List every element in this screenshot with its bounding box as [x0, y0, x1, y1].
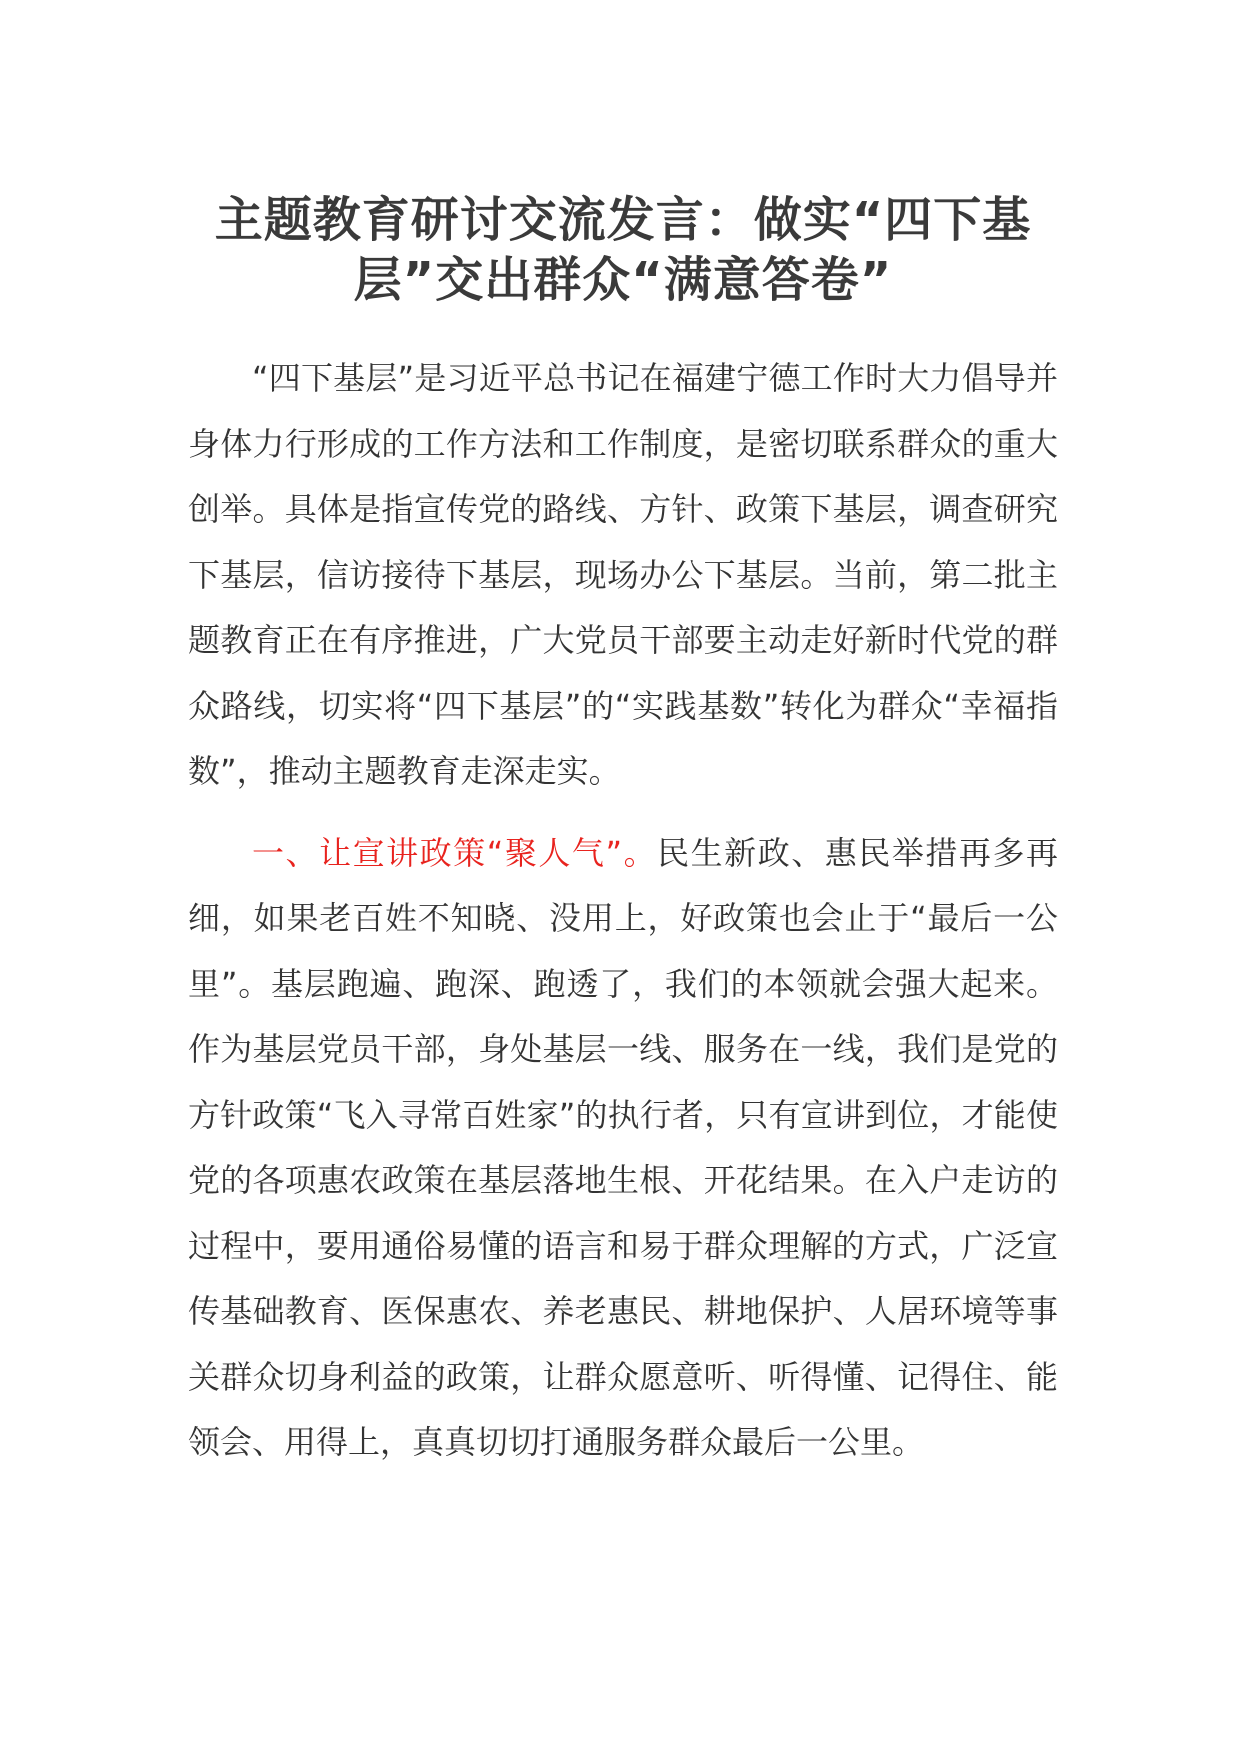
document-title: [188, 190, 1058, 310]
section-1-body: 民生新政、惠民举措再多再细，如果老百姓不知晓、没用上，好政策也会止于“最后一公里”。基层跑遍、跑深、跑透了，我们的本领就会强大起来。作为基层党员干部，身处基层一线、服务在一线，我们是党的方针政策“飞入寻常百姓家”的执行者，只有宣讲到位，才能使党的各项惠农政策在基层落地生根、开花结果。在入户走访的过程中，要用通俗易懂的语言和易于群众理解的方式，广泛宣传基础教育、医保惠农、养老惠民、耕地保护、人居环境等事关群众切身利益的政策，让群众愿意听、听得懂、记得住、能领会、用得上，真真切切打通服务群众最后一公里。: [188, 833, 1058, 1461]
title-line-1: 主题教育研讨交流发言：做实“四下基: [214, 192, 1032, 248]
intro-paragraph: “四下基层”是习近平总书记在福建宁德工作时大力倡导并身体力行形成的工作方法和工作制度，是密切联系群众的重大创举。具体是指宣传党的路线、方针、政策下基层，调查研究下基层，信访接待下基层，现场办公下基层。当前，第二批主题教育正在有序推进，广大党员干部要主动走好新时代党的群众路线，切实将“四下基层”的“实践基数”转化为群众“幸福指数”，推动主题教育走深走实。: [188, 359, 1058, 790]
title-line-2: 层”交出群众“满意答卷”: [353, 252, 893, 308]
section-1-heading: 一、让宣讲政策“聚人气”。: [252, 833, 658, 872]
section-1-paragraph: [188, 821, 1058, 1476]
document-page: [188, 190, 1058, 1476]
